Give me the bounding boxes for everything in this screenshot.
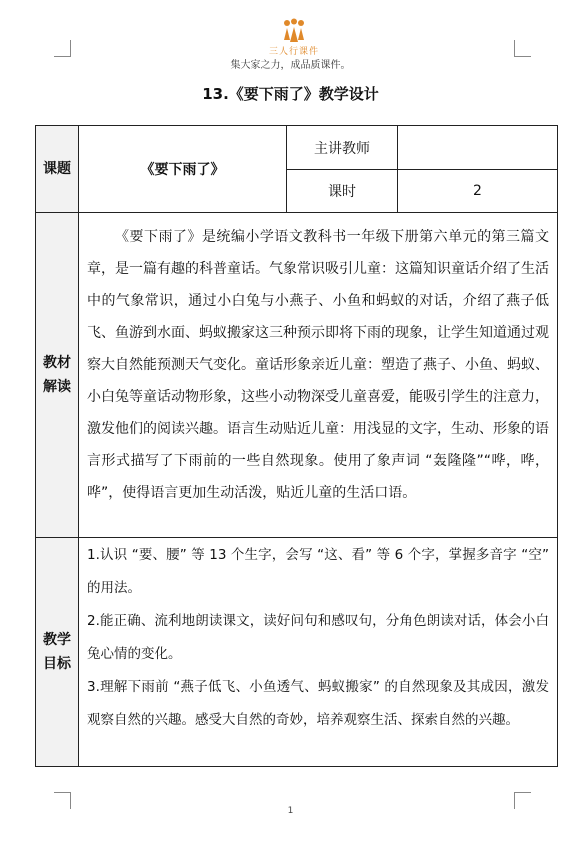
page-number: 1 <box>287 806 294 816</box>
crop-mark-top-left <box>54 40 71 57</box>
header-slogan: 集大家之力，成品质课件。 <box>230 60 351 71</box>
goals-label <box>36 538 78 766</box>
teacher-label-text: 主讲教师 <box>314 140 370 157</box>
topic-label-text: 课题 <box>43 161 71 177</box>
goal-item: 2.能正确、流利地朗读课文，读好问句和感叹句，分角色朗读对话，体会小白兔心情的变化。 <box>87 613 549 662</box>
topic-label <box>36 126 78 212</box>
topic-value <box>79 126 286 212</box>
logo-text: 三人行课件 <box>268 47 319 57</box>
teacher-label <box>287 126 397 169</box>
grid-line <box>36 212 557 213</box>
analysis-label <box>36 213 78 537</box>
people-logo-icon <box>282 18 306 44</box>
hours-value <box>398 170 557 212</box>
teacher-value <box>398 126 557 169</box>
grid-line <box>36 537 557 538</box>
grid-line <box>286 169 557 170</box>
hours-label-text: 课时 <box>328 184 356 200</box>
goals-label-text: 教学目标 <box>43 632 71 672</box>
hours-label <box>287 170 397 212</box>
goals-content <box>79 539 557 765</box>
goal-item: 1.认识 “要、腰” 等 13 个生字，会写 “这、看” 等 6 个字，掌握多音字 “空” 的用法。 <box>87 547 549 596</box>
analysis-content <box>79 221 557 521</box>
hours-value-text: 2 <box>473 183 482 199</box>
analysis-label-text: 教材解读 <box>43 355 71 395</box>
page-title: 13.《要下雨了》教学设计 <box>202 85 379 103</box>
lesson-plan-table <box>35 125 558 767</box>
grid-line <box>78 126 79 766</box>
goal-item: 3.理解下雨前 “燕子低飞、小鱼透气、蚂蚁搬家” 的自然现象及其成因，激发观察自然的兴趣。感受大自然的奇妙，培养观察生活、探索自然的兴趣。 <box>87 679 549 728</box>
analysis-paragraph: 《要下雨了》是统编小学语文教科书一年级下册第六单元的第三篇文章，是一篇有趣的科普童话。气象常识吸引儿童：这篇知识童话介绍了生活中的气象常识，通过小白兔与小燕子、小鱼和蚂蚁的对话，介绍了燕子低飞、鱼游到水面、蚂蚁搬家这三种预示即将下雨的现象，让学生知道通过观察大自然能预测天气变化。童话形象亲近儿童：塑造了燕子、小鱼、蚂蚁、小白兔等童话动物形象，这些小动物深受儿童喜爱，能吸引学生的注意力，激发他们的阅读兴趣。语言生动贴近儿童：用浅显的文字，生动、形象的语言形式描写了下雨前的一些自然现象。使用了象声词 “轰隆隆”“哗，哗，哗”，使得语言更加生动活泼，贴近儿童的生活口语。 <box>87 229 549 501</box>
crop-mark-top-right <box>514 40 531 57</box>
topic-value-text: 《要下雨了》 <box>140 162 225 178</box>
